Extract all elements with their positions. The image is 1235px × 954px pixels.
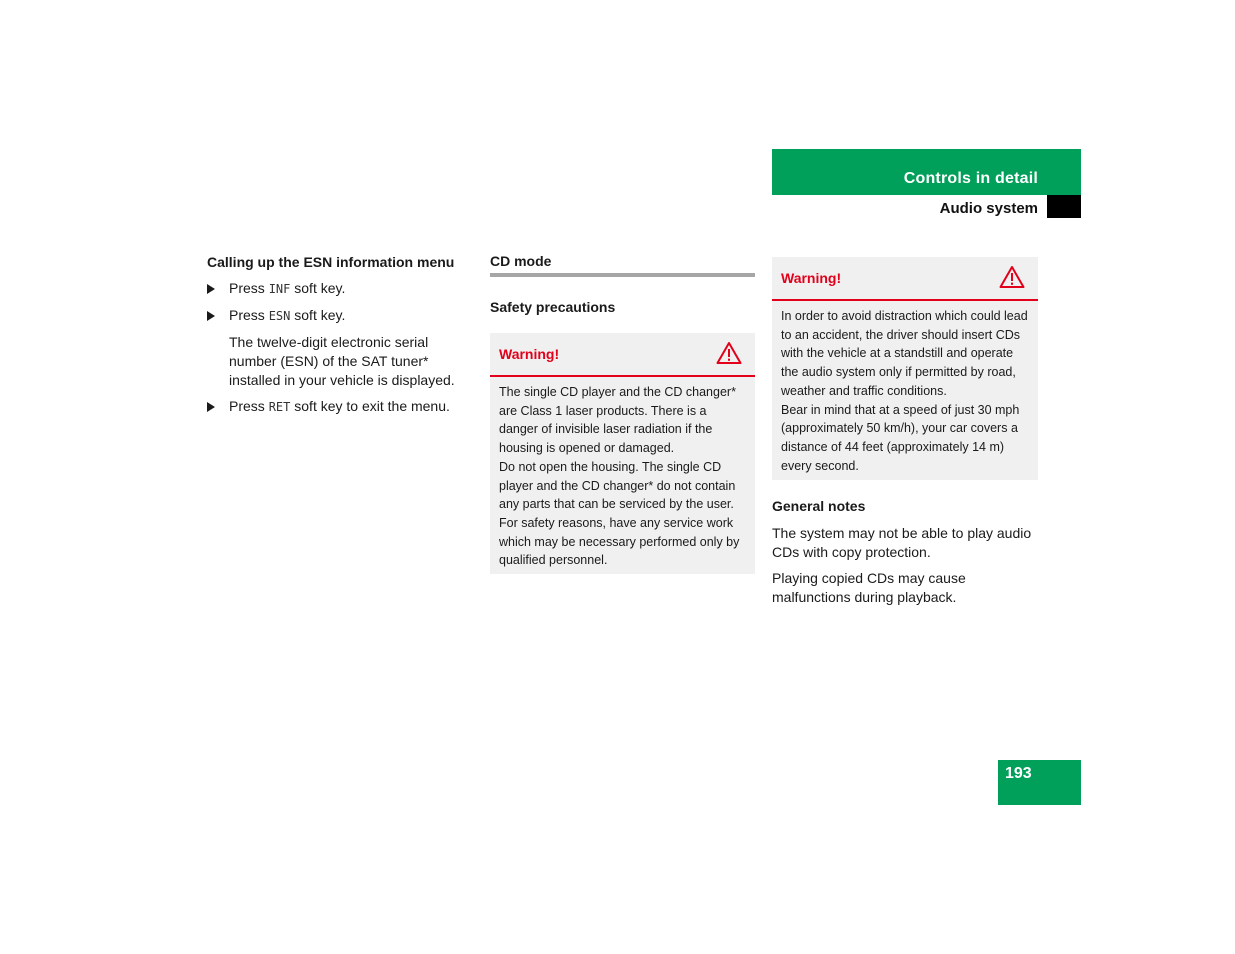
inf-key: INF: [268, 282, 291, 296]
bullet-triangle-icon: [207, 402, 215, 412]
general-note-paragraph: The system may not be able to play audio CDs with copy protection.: [772, 525, 1032, 560]
bullet-triangle-icon: [207, 284, 215, 294]
warning-header: [772, 257, 1038, 301]
cd-mode-heading: CD mode: [490, 253, 552, 269]
section-subtitle: Audio system: [939, 200, 1038, 217]
section-title: Controls in detail: [903, 170, 1038, 187]
page-number: 193: [1005, 765, 1032, 782]
warning-text: [772, 301, 1038, 481]
esn-key: ESN: [268, 309, 291, 323]
general-notes-heading: General notes: [772, 498, 866, 514]
esn-step-1: Press INF soft key.: [207, 279, 467, 299]
warning-label: Warning!: [499, 346, 560, 362]
warning-triangle-icon: [716, 341, 742, 365]
esn-note: The twelve-digit electronic serial number (ESN) of the SAT tuner* installed in your vehicle is displayed.: [229, 334, 455, 388]
warning-triangle-icon: [999, 265, 1025, 289]
warning-paragraph: Bear in mind that at a speed of just 30 mph (approximately 50 km/h), your car covers a distance of 44 feet (approximately 14 m) every second.: [781, 402, 1020, 473]
page-number-tab: [998, 760, 1081, 805]
warning-paragraph: Do not open the housing. The single CD player and the CD changer* do not contain any parts that can be serviced by the user. For safety reasons, have any service work which may be necessary performed only by qualified personnel.: [499, 459, 740, 568]
safety-precautions-heading: Safety precautions: [490, 299, 616, 315]
esn-step-2: Press ESN soft key.: [207, 306, 467, 326]
warning-header: [490, 333, 755, 377]
header-bar: [772, 149, 1081, 195]
general-notes-section: [772, 497, 1038, 607]
esn-step-3: Press RET soft key to exit the menu.: [207, 397, 467, 417]
header-marker: [1047, 195, 1081, 218]
bullet-triangle-icon: [207, 311, 215, 321]
esn-heading: Calling up the ESN information menu: [207, 254, 455, 270]
heading-rule: [490, 273, 755, 277]
esn-section: [207, 253, 467, 417]
laser-warning-box: [490, 333, 755, 574]
distraction-warning-box: [772, 257, 1038, 480]
warning-text: [490, 377, 755, 576]
ret-key: RET: [268, 400, 291, 414]
general-note-paragraph: Playing copied CDs may cause malfunctions during playback.: [772, 570, 966, 605]
warning-paragraph: The single CD player and the CD changer* are Class 1 laser products. There is a danger of invisible laser radiation if the housing is opened or damaged.: [499, 385, 736, 456]
warning-paragraph: In order to avoid distraction which could lead to an accident, the driver should insert CDs with the vehicle at a standstill and operate the audio system only if permitted by road, weather and traffic conditions.: [781, 309, 1028, 398]
warning-label: Warning!: [781, 270, 842, 286]
